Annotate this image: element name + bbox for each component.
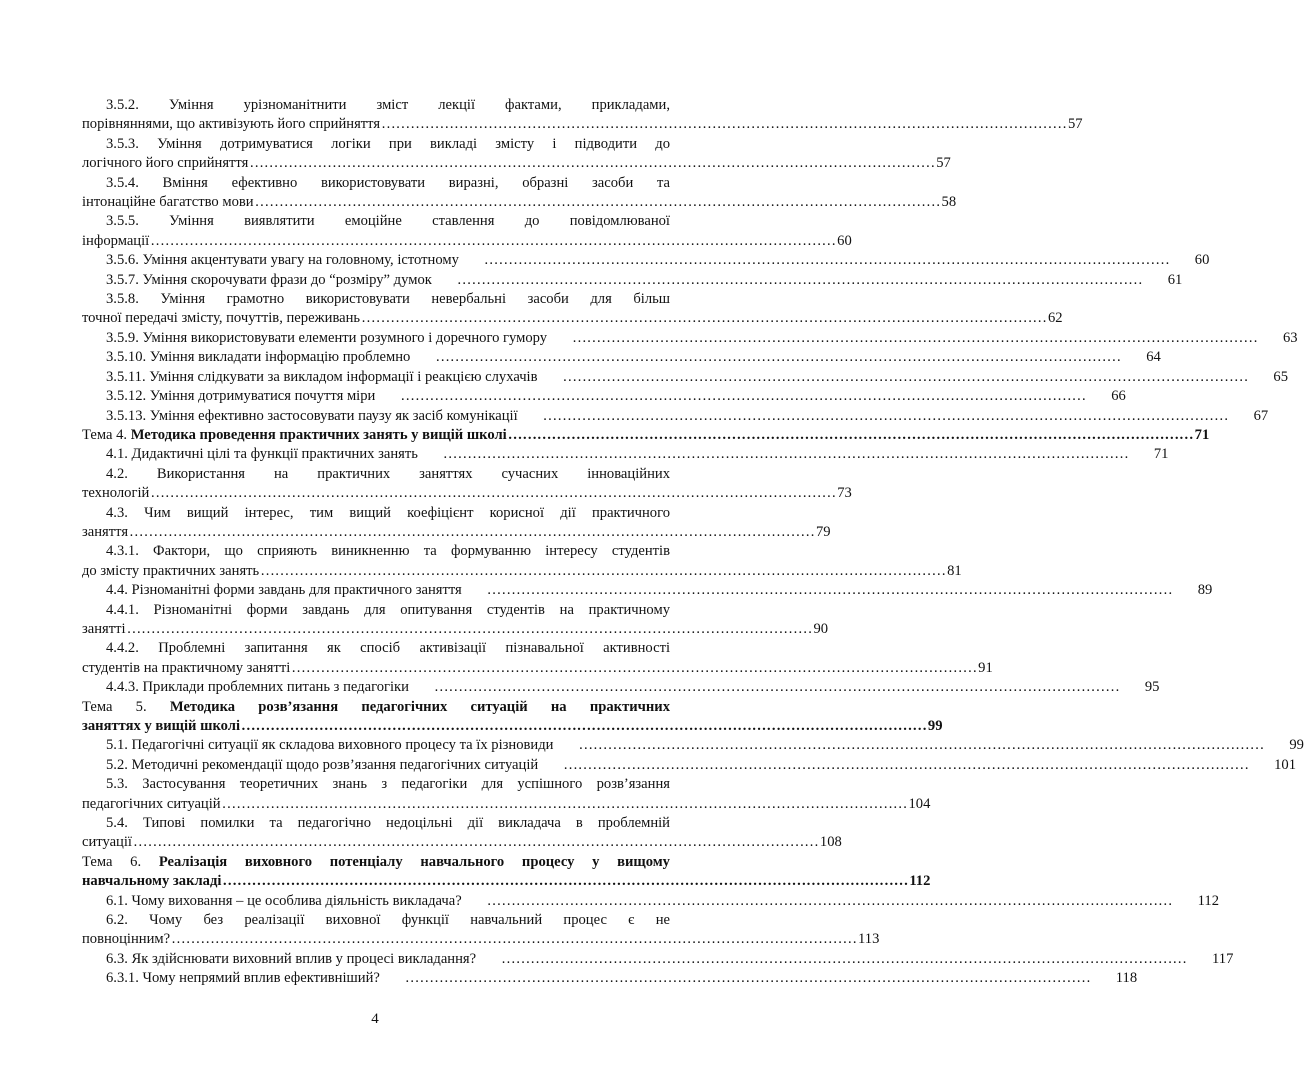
- dot-leader: [539, 368, 1249, 387]
- toc-page-number: 65: [1273, 368, 1288, 385]
- toc-entry-line: [82, 639, 670, 658]
- dot-leader: [260, 562, 946, 581]
- toc-entry-title: логічного його сприйняття: [82, 155, 249, 172]
- toc-entry-text: [82, 348, 410, 367]
- toc-page-number: 64: [1146, 349, 1161, 366]
- toc-entry: [82, 950, 1234, 969]
- toc-entry-text: [82, 756, 538, 775]
- toc-entry-last-line: [82, 426, 1210, 445]
- toc-entry: [82, 542, 962, 581]
- dot-leader: [519, 407, 1229, 426]
- toc-topic-prefix: Тема 6.: [82, 853, 159, 870]
- dot-leader: [477, 950, 1187, 969]
- toc-entry-text: 5.3. Застосування теоретичних знань з педагогіки для успішного розв’язання: [106, 776, 670, 793]
- toc-entry-text: 4.4.1. Різноманітні форми завдань для опитування студентів на практичному: [106, 601, 670, 618]
- toc-entry: [82, 639, 993, 678]
- toc-entry-title: педагогічних ситуацій: [82, 795, 221, 812]
- dot-leader: [171, 930, 857, 949]
- toc-entry-last-line: [82, 271, 1183, 290]
- toc-entry-title: 3.5.9. Уміння використовувати елементи розумного і доречного гумору: [106, 329, 548, 346]
- toc-entry-title: 4.4.3. Приклади проблемних питань з педагогіки: [106, 679, 409, 696]
- toc-entry-title: інформації: [82, 232, 150, 249]
- dot-leader: [508, 426, 1194, 445]
- toc-entry-title: 3.5.7. Уміння скорочувати фрази до “розміру” думок: [106, 271, 432, 288]
- toc-entry-title: 6.1. Чому виховання – це особлива діяльність викладача?: [106, 892, 462, 909]
- toc-page-number: 99: [1289, 737, 1304, 754]
- toc-entry: [82, 251, 1210, 270]
- toc-page-number: 108: [819, 834, 842, 851]
- toc-entry-last-line: [82, 717, 943, 736]
- toc-entry-line: [82, 814, 670, 833]
- toc-entry-line: [82, 96, 670, 115]
- toc-entry-text: [82, 271, 432, 290]
- dot-leader: [222, 795, 908, 814]
- dot-leader: [241, 717, 927, 736]
- dot-leader: [463, 892, 1173, 911]
- toc-entry-last-line: [82, 736, 1304, 755]
- toc-page-number: 118: [1115, 970, 1138, 987]
- toc-page-number: 81: [947, 562, 962, 579]
- toc-entry-last-line: [82, 523, 831, 542]
- dot-leader: [381, 969, 1091, 988]
- table-of-contents: [82, 96, 1304, 989]
- toc-entry-last-line: [82, 387, 1126, 406]
- toc-entry-title: 6.3.1. Чому непрямий вплив ефективніший?: [106, 970, 380, 987]
- toc-entry-text: 3.5.2. Уміння урізноманітнити зміст лекції фактами, прикладами,: [106, 97, 670, 113]
- toc-page-number: 91: [978, 659, 993, 676]
- toc-entry-title: 3.5.6. Уміння акцентувати увагу на головному, істотному: [106, 252, 459, 269]
- toc-entry: [82, 853, 931, 892]
- toc-entry-line: [82, 775, 670, 794]
- toc-entry: [82, 911, 880, 950]
- dot-leader: [222, 872, 908, 891]
- toc-entry-last-line: [82, 154, 951, 173]
- toc-page-number: 60: [1194, 252, 1210, 269]
- toc-entry-text: [82, 426, 507, 445]
- dot-leader: [129, 523, 815, 542]
- toc-entry-text: 3.5.5. Уміння виявлятити емоційне ставлення до повідомлюваної: [106, 213, 670, 230]
- toc-entry-text: [82, 387, 375, 406]
- toc-entry-text: 4.2. Використання на практичних заняттях сучасних інноваційних: [106, 465, 670, 482]
- toc-entry-text: [82, 115, 380, 134]
- dot-leader: [410, 678, 1120, 697]
- dot-leader: [127, 620, 813, 639]
- dot-leader: [381, 115, 1067, 134]
- toc-entry-text: 6.2. Чому без реалізації виховної функції навчальний процес є не: [106, 912, 670, 929]
- toc-entry-title: заняттях у вищій школі: [82, 718, 241, 734]
- toc-entry-title: до змісту практичних занять: [82, 562, 260, 579]
- toc-entry: [82, 426, 1210, 445]
- toc-page-number: 57: [1067, 116, 1083, 133]
- toc-entry-last-line: [82, 348, 1161, 367]
- toc-page-number: 57: [936, 155, 951, 172]
- toc-entry: [82, 465, 852, 504]
- toc-page-number: 89: [1197, 582, 1213, 599]
- toc-entry-line: [82, 290, 670, 309]
- toc-entry-text: [82, 872, 221, 891]
- toc-entry-last-line: [82, 368, 1288, 387]
- toc-entry-line: [82, 853, 670, 872]
- toc-entry-text: [82, 950, 476, 969]
- toc-entry-text: [82, 329, 547, 348]
- toc-entry-text: [82, 368, 538, 387]
- toc-entry-last-line: [82, 872, 931, 891]
- dot-leader: [548, 329, 1258, 348]
- toc-entry-last-line: [82, 329, 1298, 348]
- toc-entry-line: [82, 698, 670, 717]
- toc-page-number: 66: [1111, 388, 1126, 405]
- toc-entry-title: точної передачі змісту, почуттів, переживань: [82, 310, 361, 327]
- toc-entry-title: 3.5.12. Уміння дотримуватися почуття міри: [106, 388, 376, 405]
- toc-entry-title: повноцінним?: [82, 931, 171, 948]
- toc-entry-title: 5.2. Методичні рекомендації щодо розв’язання педагогічних ситуацій: [106, 756, 539, 773]
- toc-entry: [82, 678, 1160, 697]
- toc-entry-text: Методика розв’язання педагогічних ситуацій на практичних: [169, 698, 670, 715]
- toc-entry-last-line: [82, 445, 1169, 464]
- toc-entry-text: [82, 930, 170, 949]
- toc-entry-title: технологій: [82, 485, 150, 502]
- dot-leader: [133, 833, 819, 852]
- toc-page-number: 71: [1153, 446, 1169, 463]
- toc-topic-prefix: Тема 4.: [82, 426, 131, 443]
- toc-entry: [82, 135, 951, 174]
- toc-topic-prefix: Тема 5.: [82, 698, 170, 715]
- toc-entry-title: студентів на практичному занятті: [82, 659, 291, 676]
- toc-entry-text: 5.4. Типові помилки та педагогічно недоцільні дії викладача в проблемній: [106, 815, 670, 832]
- toc-entry: [82, 775, 931, 814]
- toc-entry: [82, 814, 842, 853]
- toc-page-number: 60: [837, 232, 852, 249]
- toc-page-number: 67: [1253, 407, 1269, 424]
- toc-entry-last-line: [82, 678, 1160, 697]
- toc-entry-text: [82, 795, 221, 814]
- toc-entry-title: 3.5.11. Уміння слідкувати за викладом інформації і реакцією слухачів: [106, 368, 538, 385]
- toc-page-number: 117: [1212, 950, 1234, 967]
- toc-entry-title: порівняннями, що активізують його сприйняття: [82, 116, 381, 133]
- toc-entry-title: 4.4. Різноманітні форми завдань для практичного заняття: [106, 582, 462, 599]
- toc-entry-title: 4.1. Дидактичні цілі та функції практичних занять: [106, 446, 418, 463]
- toc-entry-last-line: [82, 620, 829, 639]
- toc-entry-text: [82, 833, 132, 852]
- toc-page-number: 63: [1282, 329, 1298, 346]
- toc-entry-text: [82, 892, 462, 911]
- toc-entry-line: [82, 174, 670, 193]
- toc-entry-last-line: [82, 833, 842, 852]
- toc-entry: [82, 581, 1213, 600]
- toc-entry-last-line: [82, 251, 1210, 270]
- toc-entry-title: занятті: [82, 620, 126, 637]
- toc-entry-text: [82, 969, 380, 988]
- toc-entry-title: 5.1. Педагогічні ситуації як складова виховного процесу та їх різновиди: [106, 737, 554, 754]
- toc-entry-title: Методика проведення практичних занять у вищій школі: [130, 426, 507, 443]
- dot-leader: [255, 193, 941, 212]
- toc-entry-line: [82, 212, 670, 231]
- toc-entry-line: [82, 542, 670, 561]
- toc-entry-line: [82, 465, 670, 484]
- toc-entry: [82, 601, 829, 640]
- dot-leader: [361, 309, 1047, 328]
- dot-leader: [150, 484, 836, 503]
- toc-entry-last-line: [82, 930, 880, 949]
- toc-page-number: 61: [1167, 271, 1183, 288]
- toc-entry-text: 4.4.2. Проблемні запитання як спосіб активізації пізнавальної активності: [106, 640, 670, 657]
- dot-leader: [376, 387, 1086, 406]
- toc-entry-text: [82, 659, 290, 678]
- toc-entry: [82, 329, 1298, 348]
- toc-entry-text: [82, 620, 126, 639]
- toc-entry: [82, 969, 1138, 988]
- toc-entry-last-line: [82, 892, 1219, 911]
- toc-page-number: 79: [815, 523, 831, 540]
- toc-entry-text: [82, 484, 149, 503]
- toc-page-number: 62: [1048, 310, 1063, 327]
- toc-entry-last-line: [82, 407, 1269, 426]
- toc-entry-line: [82, 601, 670, 620]
- toc-entry-text: [82, 717, 240, 736]
- toc-entry-text: [82, 581, 462, 600]
- toc-page-number: 58: [941, 194, 957, 211]
- toc-entry-text: [82, 445, 418, 464]
- toc-entry-text: 3.5.3. Уміння дотримуватися логіки при викладі змісту і підводити до: [106, 135, 670, 152]
- toc-entry-text: Реалізація виховного потенціалу навчального процесу у вищому: [158, 853, 670, 870]
- page-number: 4: [371, 1011, 379, 1027]
- toc-entry-last-line: [82, 309, 1063, 328]
- toc-entry-text: [82, 193, 254, 212]
- toc-entry: [82, 174, 957, 213]
- toc-entry-text: [82, 154, 248, 173]
- toc-entry-text: [82, 407, 518, 426]
- dot-leader: [539, 756, 1249, 775]
- toc-entry: [82, 387, 1126, 406]
- dot-leader: [433, 271, 1143, 290]
- toc-entry: [82, 271, 1183, 290]
- toc-entry-line: [82, 911, 670, 930]
- toc-page-number: 101: [1274, 756, 1296, 773]
- toc-entry-text: [82, 232, 149, 251]
- toc-entry: [82, 698, 943, 737]
- toc-entry-line: [82, 135, 670, 154]
- toc-entry-last-line: [82, 756, 1296, 775]
- toc-page-number: 95: [1144, 679, 1160, 696]
- toc-entry: [82, 445, 1169, 464]
- toc-entry-text: 3.5.4. Вміння ефективно використовувати виразні, образні засоби та: [106, 174, 670, 191]
- toc-entry-last-line: [82, 581, 1213, 600]
- toc-entry-line: [82, 504, 670, 523]
- toc-entry: [82, 212, 852, 251]
- toc-entry-last-line: [82, 115, 1083, 134]
- toc-entry-text: [82, 309, 360, 328]
- toc-entry-text: [82, 736, 553, 755]
- toc-entry-title: навчальному закладі: [82, 873, 222, 890]
- toc-entry-title: 3.5.13. Уміння ефективно застосовувати паузу як засіб комунікації: [106, 407, 518, 424]
- dot-leader: [411, 348, 1121, 367]
- toc-entry: [82, 96, 1083, 135]
- toc-entry-text: 4.3. Чим вищий інтерес, тим вищий коефіцієнт корисної дії практичного: [106, 504, 670, 521]
- toc-page-number: 112: [1197, 892, 1219, 909]
- toc-entry-last-line: [82, 950, 1234, 969]
- dot-leader: [291, 659, 977, 678]
- toc-entry: [82, 348, 1161, 367]
- toc-entry-text: 4.3.1. Фактори, що сприяють виникненню та формуванню інтересу студентів: [106, 543, 670, 560]
- toc-entry-last-line: [82, 659, 993, 678]
- toc-entry: [82, 892, 1219, 911]
- toc-entry-last-line: [82, 484, 852, 503]
- dot-leader: [249, 154, 935, 173]
- toc-entry-title: заняття: [82, 523, 129, 540]
- dot-leader: [463, 581, 1173, 600]
- toc-entry-title: ситуації: [82, 834, 132, 851]
- toc-entry-title: 6.3. Як здійснювати виховний вплив у процесі викладання?: [106, 950, 477, 967]
- toc-entry-text: [82, 678, 409, 697]
- toc-entry-last-line: [82, 969, 1138, 988]
- toc-entry-text: [82, 251, 459, 270]
- dot-leader: [554, 736, 1264, 755]
- toc-page-number: 104: [908, 795, 931, 812]
- toc-entry-last-line: [82, 562, 962, 581]
- dot-leader: [150, 232, 836, 251]
- dot-leader: [419, 445, 1129, 464]
- toc-page-number: 99: [927, 718, 943, 734]
- toc-page-number: 112: [909, 873, 931, 890]
- toc-entry: [82, 290, 1063, 329]
- toc-entry-text: [82, 523, 128, 542]
- toc-entry-text: 3.5.8. Уміння грамотно використовувати невербальні засоби для більш: [106, 291, 670, 308]
- toc-page-number: 71: [1194, 426, 1210, 443]
- toc-entry: [82, 407, 1269, 426]
- toc-entry-last-line: [82, 232, 852, 251]
- toc-entry-title: інтонаційне багатство мови: [82, 194, 254, 211]
- toc-entry-title: 3.5.10. Уміння викладати інформацію проблемно: [106, 349, 411, 366]
- toc-page-number: 90: [813, 620, 829, 637]
- toc-entry: [82, 368, 1288, 387]
- toc-entry-last-line: [82, 193, 957, 212]
- toc-page-number: 113: [858, 931, 880, 948]
- toc-entry: [82, 756, 1296, 775]
- toc-entry-last-line: [82, 795, 931, 814]
- toc-page-number: 73: [837, 485, 852, 502]
- toc-entry-text: [82, 562, 259, 581]
- dot-leader: [460, 251, 1170, 270]
- toc-entry: [82, 504, 831, 543]
- toc-entry: [82, 736, 1304, 755]
